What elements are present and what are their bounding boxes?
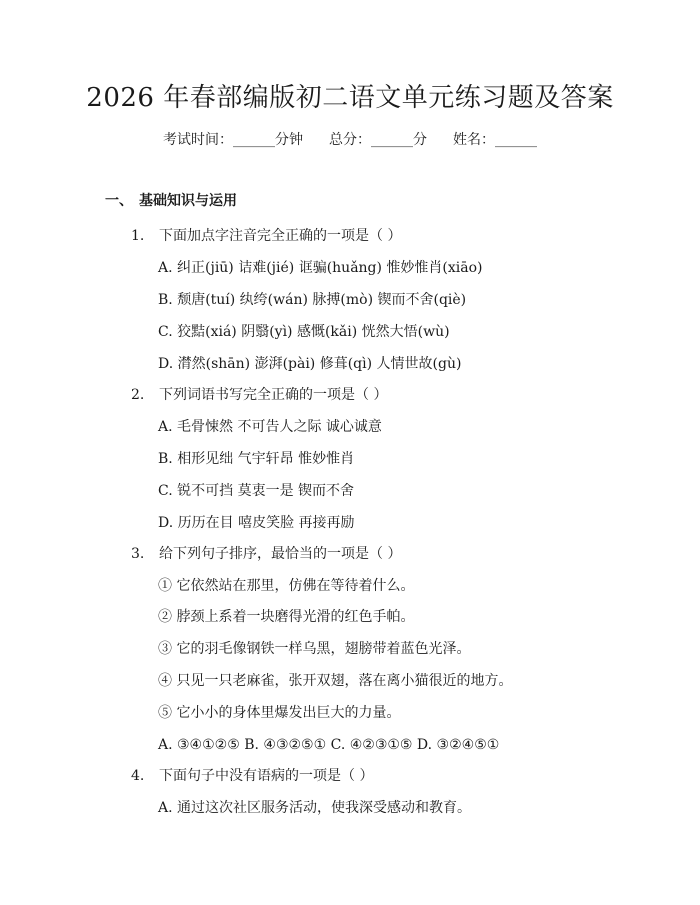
question-number: 2.: [131, 387, 145, 403]
q3-sentence-4: ④ 只见一只老麻雀，张开双翅，落在离小猫很近的地方。: [158, 673, 513, 689]
q3-sentence-5: ⑤ 它小小的身体里爆发出巨大的力量。: [158, 705, 401, 721]
question-3: [131, 543, 401, 565]
question-number: 3.: [131, 546, 145, 562]
q2-option-a: A. 毛骨悚然 不可告人之际 诚心诚意: [158, 419, 382, 435]
q3-sentence-3: ③ 它的羽毛像钢铁一样乌黑，翅膀带着蓝色光泽。: [158, 641, 471, 657]
q1-option-d: D. 潸然(shān) 澎湃(pài) 修葺(qì) 人情世故(gù): [158, 356, 462, 372]
total-score: 总分：______分: [329, 132, 427, 148]
q4-option-a: A. 通过这次社区服务活动，使我深受感动和教育。: [158, 800, 472, 816]
question-text: 下面加点字注音完全正确的一项是（ ）: [159, 228, 402, 244]
q3-choices: A. ③④①②⑤ B. ④③②⑤① C. ④②③①⑤ D. ③②④⑤①: [158, 737, 500, 753]
q1-option-b: B. 颓唐(tuí) 纨绔(wán) 脉搏(mò) 锲而不舍(qiè): [158, 292, 467, 308]
q2-option-c: C. 锐不可挡 莫衷一是 锲而不舍: [158, 483, 355, 499]
student-name: 姓名：______: [453, 132, 537, 148]
question-number: 1.: [131, 228, 145, 244]
q1-option-c: C. 狡黠(xiá) 阴翳(yì) 感慨(kǎi) 恍然大悟(wù): [158, 324, 450, 340]
document-title: 2026 年春部编版初二语文单元练习题及答案: [86, 83, 614, 113]
q1-option-a: A. 纠正(jiū) 诘难(jié) 诓骗(huǎng) 惟妙惟肖(xiāo): [158, 260, 483, 276]
q2-option-d: D. 历历在目 嘻皮笑脸 再接再励: [158, 515, 355, 531]
q3-sentence-2: ② 脖颈上系着一块磨得光滑的红色手帕。: [158, 609, 415, 625]
q2-option-b: B. 相形见绌 气宇轩昂 惟妙惟肖: [158, 451, 355, 467]
section-title: 基础知识与运用: [139, 193, 237, 209]
question-text: 给下列句子排序，最恰当的一项是（ ）: [159, 546, 402, 562]
exam-meta: [0, 129, 700, 151]
q3-sentence-1: ① 它依然站在那里，仿佛在等待着什么。: [158, 578, 415, 594]
exam-time: 考试时间：______分钟: [163, 132, 303, 148]
question-text: 下列词语书写完全正确的一项是（ ）: [159, 387, 388, 403]
question-2: [131, 384, 387, 406]
question-number: 4.: [131, 768, 145, 784]
question-text: 下面句子中没有语病的一项是（ ）: [159, 768, 374, 784]
section-number: 一、: [105, 193, 133, 209]
section-heading: [105, 190, 237, 212]
question-1: [131, 225, 401, 247]
question-4: [131, 765, 373, 787]
